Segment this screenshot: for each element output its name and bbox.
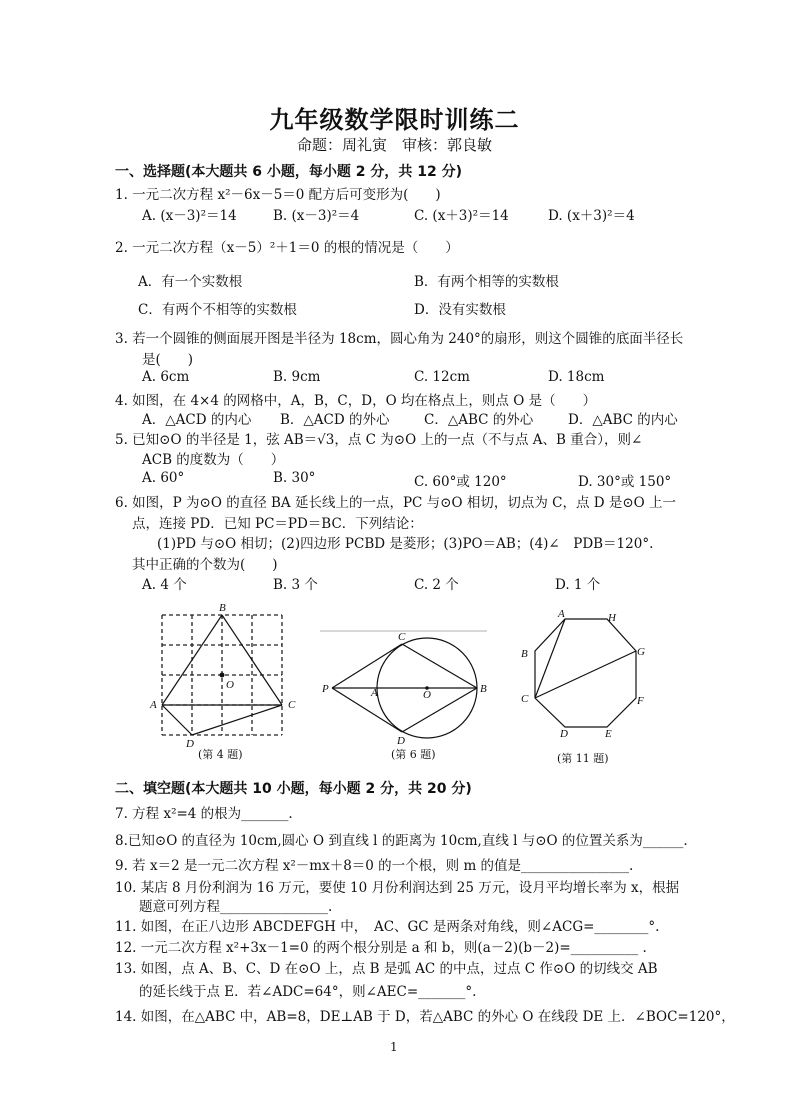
question-8: 8.已知⊙O 的直径为 10cm,圆心 O 到直线 l 的距离为 10cm,直线 l 与⊙O 的位置关系为______. [115, 833, 688, 849]
q2-option-a: A．有一个实数根 [138, 274, 243, 290]
q4-option-c: C．△ABC 的外心 [424, 412, 534, 428]
section-heading-choice: 一、选择题(本大题共 6 小题，每小题 2 分，共 12 分) [115, 164, 463, 180]
question-10-line-2: 题意可列方程________________. [139, 899, 333, 915]
q2-option-c: C．有两个不相等的实数根 [138, 302, 297, 318]
question-7: 7. 方程 x²=4 的根为_______. [115, 806, 293, 822]
q6-option-c: C. 2 个 [414, 577, 459, 593]
question-4: 4. 如图，在 4×4 的网格中，A，B，C，D，O 均在格点上，则点 O 是（ ） [115, 393, 597, 409]
question-1: 1. 一元二次方程 x²－6x－5＝0 配方后可变形为( ) [115, 187, 441, 203]
figure-11-octagon [515, 605, 655, 745]
q3-option-b: B. 9cm [273, 369, 321, 385]
fig11-label-c: C [521, 693, 529, 705]
q3-option-d: D. 18cm [548, 369, 605, 385]
figure-11-caption: (第 11 题) [557, 752, 609, 765]
q4-option-b: B．△ACD 的外心 [280, 412, 390, 428]
figure-4-grid [150, 600, 310, 755]
q1-option-a: A. (x－3)²＝14 [142, 208, 237, 224]
fig11-label-a: A [558, 608, 565, 620]
fig11-label-h: H [608, 612, 616, 624]
page-title: 九年级数学限时训练二 [269, 106, 520, 134]
fig6-label-b: B [480, 683, 487, 695]
figure-6-caption: (第 6 题) [391, 748, 436, 761]
fig4-label-a: A [150, 699, 157, 711]
question-6-line-2: 点，连接 PD．已知 PC＝PD＝BC．下列结论： [132, 516, 423, 532]
q6-option-d: D. 1 个 [555, 577, 601, 593]
figure-6-circle [315, 620, 500, 745]
fig6-label-d: D [397, 735, 405, 747]
fig6-label-c: C [398, 631, 406, 643]
question-12: 12. 一元二次方程 x²+3x－1=0 的两个根分别是 a 和 b，则(a－2)(b－2)=__________ . [115, 940, 647, 956]
fig6-label-a: A [371, 687, 378, 699]
question-5-line-1: 5. 已知⊙O 的半径是 1，弦 AB＝√3，点 C 为⊙O 上的一点（不与点 A、B 重合），则∠ [115, 432, 643, 448]
fig11-label-d: D [560, 728, 568, 740]
question-11: 11. 如图，在正八边形 ABCDEFGH 中， AC、GC 是两条对角线，则∠ACG=________°. [115, 919, 660, 935]
figure-4-caption: (第 4 题) [198, 748, 243, 761]
fig4-label-d: D [186, 738, 194, 750]
fig6-label-p: P [322, 683, 329, 695]
section-heading-fill: 二、填空题(本大题共 10 小题，每小题 2 分，共 20 分) [115, 781, 472, 797]
fig4-label-c: C [288, 699, 296, 711]
q4-option-d: D．△ABC 的内心 [568, 412, 678, 428]
fig6-label-o: O [423, 689, 431, 701]
question-9: 9. 若 x＝2 是一元二次方程 x²－mx＋8＝0 的一个根，则 m 的值是________________. [115, 858, 634, 874]
fig4-label-b: B [219, 602, 226, 614]
question-10-line-1: 10. 某店 8 月份利润为 16 万元，要使 10 月份利润达到 25 万元，设月平均增长率为 x，根据 [115, 880, 680, 896]
q3-option-c: C. 12cm [414, 369, 470, 385]
q3-option-a: A. 6cm [142, 369, 190, 385]
q1-option-d: D. (x＋3)²＝4 [548, 208, 635, 224]
fig11-label-g: G [637, 646, 645, 658]
question-5-line-2: ACB 的度数为（ ） [142, 452, 285, 468]
q2-option-d: D．没有实数根 [414, 302, 506, 318]
question-13-line-1: 13. 如图，点 A、B、C、D 在⊙O 上，点 B 是弧 AC 的中点，过点 C 作⊙O 的切线交 AB [115, 961, 658, 977]
question-6-line-4: 其中正确的个数为( ) [132, 557, 278, 573]
q6-option-b: B. 3 个 [273, 577, 318, 593]
fig11-label-e: E [605, 728, 612, 740]
question-6-line-1: 6. 如图，P 为⊙O 的直径 BA 延长线上的一点，PC 与⊙O 相切，切点为 C，点 D 是⊙O 上一 [115, 495, 677, 511]
q5-option-a: A. 60° [142, 470, 185, 486]
q1-option-b: B. (x－3)²＝4 [273, 208, 360, 224]
page-number: 1 [390, 1040, 398, 1054]
question-3-line-2: 是( ) [142, 352, 194, 368]
q5-option-d: D. 30°或 150° [578, 474, 672, 490]
fig11-label-b: B [521, 648, 528, 660]
question-2: 2. 一元二次方程（x－5）²＋1＝0 的根的情况是（ ） [115, 240, 459, 256]
authors-line: 命题：周礼寅 审核：郭良敏 [296, 136, 492, 154]
q2-option-b: B．有两个相等的实数根 [414, 274, 559, 290]
q1-option-c: C. (x＋3)²＝14 [414, 208, 509, 224]
question-6-line-3: (1)PD 与⊙O 相切；(2)四边形 PCBD 是菱形；(3)PO＝AB；(4)∠ PDB＝120°. [157, 536, 654, 552]
question-3-line-1: 3. 若一个圆锥的侧面展开图是半径为 18cm，圆心角为 240°的扇形，则这个圆锥的底面半径长 [115, 331, 684, 347]
fig4-label-o: O [226, 679, 234, 691]
fig11-label-f: F [637, 695, 644, 707]
q4-option-a: A．△ACD 的内心 [142, 412, 252, 428]
q6-option-a: A. 4 个 [142, 577, 187, 593]
q5-option-b: B. 30° [273, 470, 316, 486]
question-13-line-2: 的延长线于点 E．若∠ADC=64°，则∠AEC=_______°. [139, 984, 477, 1000]
question-14: 14. 如图，在△ABC 中，AB=8，DE⊥AB 于 D，若△ABC 的外心 O 在线段 DE 上．∠BOC=120°， [115, 1009, 735, 1025]
q5-option-c: C. 60°或 120° [414, 474, 507, 490]
